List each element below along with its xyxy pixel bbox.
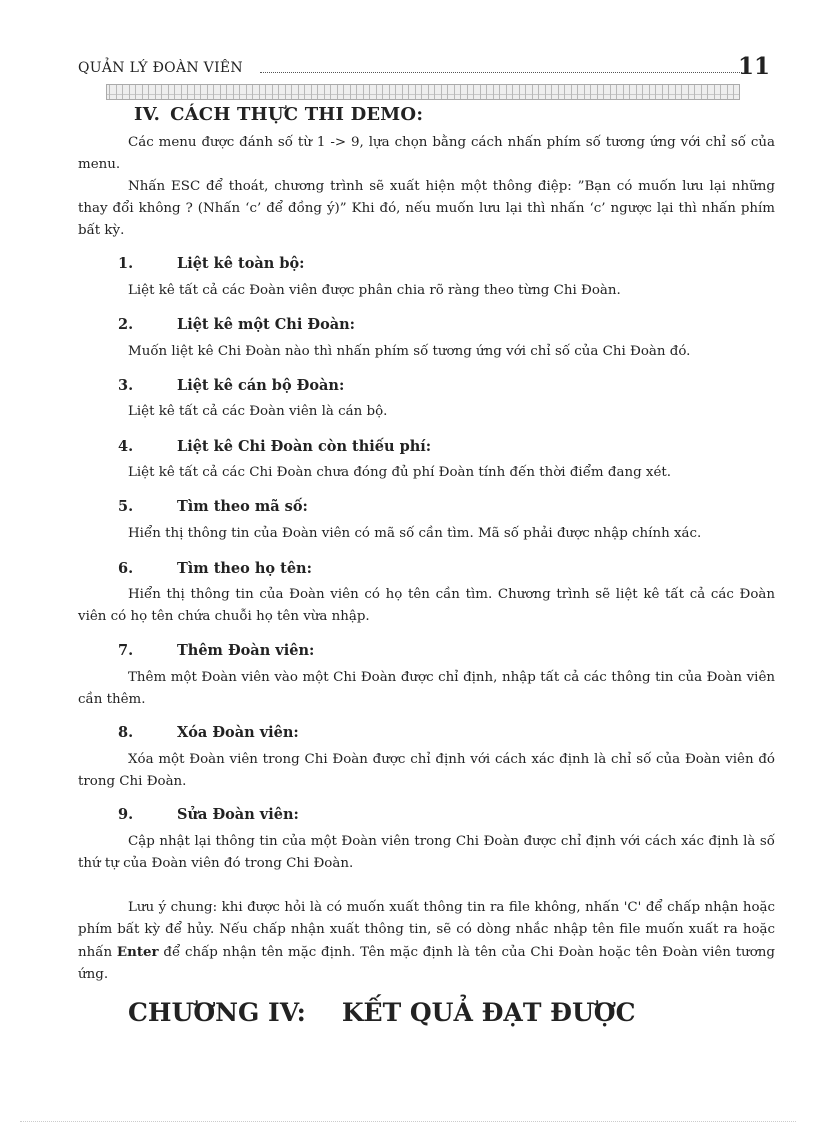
decorative-border [106,84,740,100]
page-header [78,54,770,80]
item-body-7: Thêm một Đoàn viên vào một Chi Đoàn được chỉ định, nhập tất cả các thông tin của Đoàn viên cần thêm. [78,670,775,707]
item-number: 7. [118,642,134,659]
chapter-label: CHƯƠNG IV: [128,998,306,1027]
note-enter-key: Enter [116,944,159,960]
item-number: 8. [118,724,134,741]
item-body-6: Hiển thị thông tin của Đoàn viên có họ tên cần tìm. Chương trình sẽ liệt kê tất cả các Đoàn viên có họ tên chứa chuỗi họ tên vừa nhập. [78,587,775,624]
item-heading-4 [118,438,431,455]
item-heading-2 [118,316,355,333]
item-number: 5. [118,498,134,515]
header-dot-leader [260,72,742,73]
item-number: 4. [118,438,134,455]
item-heading-3 [118,377,344,394]
item-number: 2. [118,316,134,333]
intro-paragraph-1: Các menu được đánh số từ 1 -> 9, lựa chọn bằng cách nhấn phím số tương ứng với chỉ số của menu. [78,135,775,172]
item-heading-5 [118,498,308,515]
item-title: Thêm Đoàn viên: [177,642,315,659]
item-title: Xóa Đoàn viên: [177,724,299,741]
item-heading-8 [118,724,299,741]
item-title: Tìm theo mã số: [177,498,308,515]
item-number: 9. [118,806,134,823]
section-title: CÁCH THỰC THI DEMO: [170,104,424,125]
item-heading-9 [118,806,299,823]
item-number: 3. [118,377,134,394]
item-title: Liệt kê toàn bộ: [177,255,305,272]
page-number: 11 [737,53,770,80]
item-title: Liệt kê một Chi Đoàn: [177,316,356,333]
item-heading-7 [118,642,314,659]
item-body-4: Liệt kê tất cả các Chi Đoàn chưa đóng đủ phí Đoàn tính đến thời điểm đang xét. [128,465,672,480]
chapter-heading [128,998,635,1027]
section-heading [134,104,423,125]
item-title: Liệt kê Chi Đoàn còn thiếu phí: [177,438,432,455]
item-body-1: Liệt kê tất cả các Đoàn viên được phân chia rõ ràng theo từng Chi Đoàn. [128,283,621,298]
general-note [78,897,775,986]
item-number: 6. [118,560,134,577]
item-title: Sửa Đoàn viên: [177,806,299,823]
note-text-1: Lưu ý chung: khi được hỏi là có muốn xuất thông tin ra file không, nhấn 'C' để chấp nhận hoặc phím bất kỳ để hủy. Nếu chấp nhận xuất thông tin, sẽ có dòng nhắc nhập tên file muốn xuất ra hoặc nhấn [78,900,775,960]
item-heading-1 [118,255,305,272]
item-body-5: Hiển thị thông tin của Đoàn viên có mã số cần tìm. Mã số phải được nhập chính xác. [128,526,702,541]
item-body-2: Muốn liệt kê Chi Đoàn nào thì nhấn phím số tương ứng với chỉ số của Chi Đoàn đó. [128,344,691,359]
item-title: Tìm theo họ tên: [177,560,312,577]
item-body-9: Cập nhật lại thông tin của một Đoàn viên trong Chi Đoàn được chỉ định với cách xác định là số thứ tự của Đoàn viên đó trong Chi Đoàn. [78,834,775,871]
item-body-3: Liệt kê tất cả các Đoàn viên là cán bộ. [128,404,388,419]
chapter-title: KẾT QUẢ ĐẠT ĐƯỢC [341,998,636,1027]
note-text-2: để chấp nhận tên mặc định. Tên mặc định là tên của Chi Đoàn hoặc tên Đoàn viên tương ứng. [78,945,775,982]
section-number: IV. [134,104,161,125]
item-number: 1. [118,255,134,272]
item-body-8: Xóa một Đoàn viên trong Chi Đoàn được chỉ định với cách xác định là chỉ số của Đoàn viên đó trong Chi Đoàn. [78,752,775,789]
item-heading-6 [118,560,312,577]
footer-divider [20,1121,796,1122]
item-title: Liệt kê cán bộ Đoàn: [177,377,345,394]
intro-paragraph-2: Nhấn ESC để thoát, chương trình sẽ xuất hiện một thông điệp: ”Bạn có muốn lưu lại những thay đổi không ? (Nhấn ‘c’ để đồng ý)” Khi đó, nếu muốn lưu lại thì nhấn ‘c’ ngược lại thì nhấn phím bất kỳ. [78,179,775,238]
header-title: QUẢN LÝ ĐOÀN VIÊN [78,60,243,76]
